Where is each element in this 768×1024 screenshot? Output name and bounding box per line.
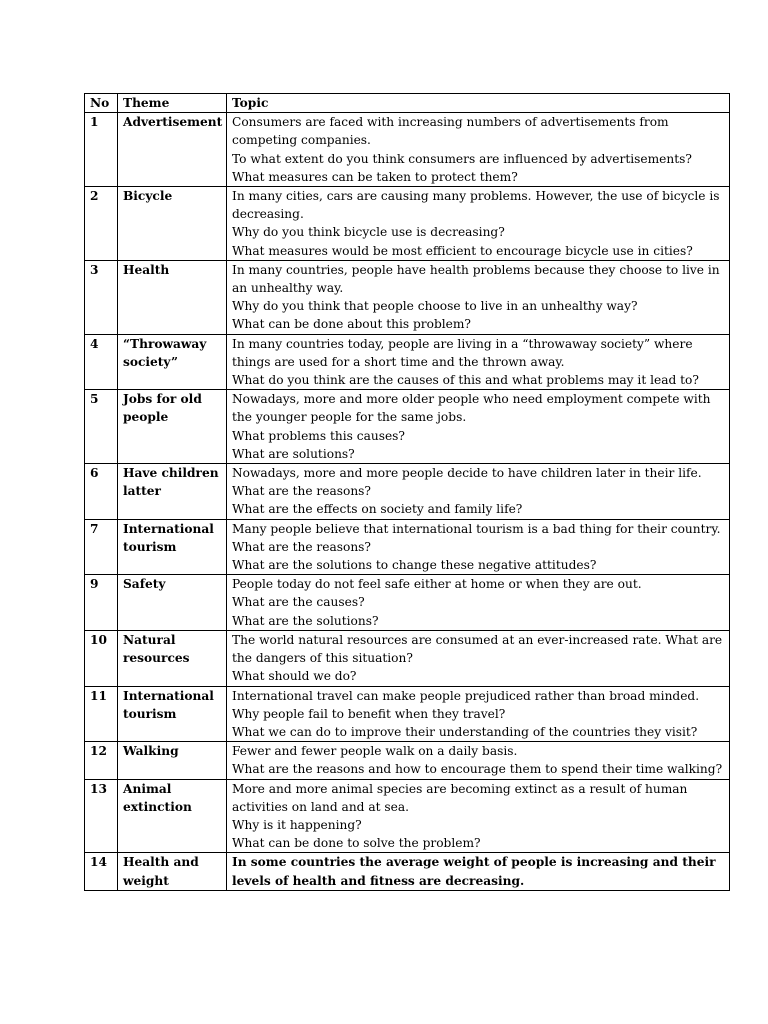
row-theme: Health	[118, 260, 227, 334]
row-theme: Advertisement	[118, 113, 227, 187]
row-theme: Jobs for old people	[118, 390, 227, 464]
topic-line: The world natural resources are consumed at an ever-increased rate. What are the dangers of this situation?	[232, 632, 723, 666]
table-body	[85, 113, 730, 891]
topic-line: Why people fail to benefit when they travel?	[232, 706, 506, 721]
topic-line: What are the effects on society and family life?	[232, 502, 523, 517]
row-topic	[227, 519, 730, 575]
topic-line: Many people believe that international tourism is a bad thing for their country.	[232, 521, 721, 536]
topic-line: In many cities, cars are causing many problems. However, the use of bicycle is decreasing.	[232, 189, 720, 222]
row-topic	[227, 686, 730, 742]
row-topic	[227, 334, 730, 390]
topic-line: What measures can be taken to protect them?	[232, 169, 518, 184]
topic-line: More and more animal species are becoming extinct as a result of human activities on land and at sea.	[232, 781, 688, 814]
topic-line: In many countries today, people are living in a “throwaway society” where things are used for a short time and the thrown away.	[232, 336, 693, 369]
row-number: 3	[85, 260, 118, 334]
topic-line: International travel can make people prejudiced rather than broad minded.	[232, 688, 700, 703]
topic-line: What do you think are the causes of this and what problems may it lead to?	[232, 373, 699, 388]
topic-line: Why is it happening?	[232, 817, 362, 832]
row-number: 10	[85, 630, 118, 686]
row-theme: Bicycle	[118, 187, 227, 261]
row-theme: Natural resources	[118, 630, 227, 686]
topic-line: In some countries the average weight of people is increasing and their levels of health and fitness are decreasing.	[232, 855, 716, 888]
header-no: No	[85, 94, 118, 113]
row-theme: International tourism	[118, 686, 227, 742]
row-topic	[227, 187, 730, 261]
topic-line: What are solutions?	[232, 446, 355, 461]
row-theme: International tourism	[118, 519, 227, 575]
table-row	[85, 113, 730, 187]
row-topic	[227, 390, 730, 464]
row-topic	[227, 113, 730, 187]
header-theme: Theme	[118, 94, 227, 113]
row-number: 13	[85, 779, 118, 853]
row-number: 14	[85, 853, 118, 890]
row-topic	[227, 779, 730, 853]
topic-line: What can be done about this problem?	[232, 317, 471, 332]
topic-line: What should we do?	[232, 669, 357, 684]
row-topic	[227, 260, 730, 334]
topic-line: What problems this causes?	[232, 428, 405, 443]
table-row	[85, 575, 730, 631]
topic-line: What can be done to solve the problem?	[232, 836, 481, 851]
table-row	[85, 260, 730, 334]
row-topic	[227, 575, 730, 631]
row-theme: Health and weight	[118, 853, 227, 890]
row-topic	[227, 630, 730, 686]
row-topic	[227, 742, 730, 779]
topic-line: What are the causes?	[232, 595, 365, 610]
row-theme: “Throwaway society”	[118, 334, 227, 390]
table-header-row	[85, 94, 730, 113]
row-theme: Safety	[118, 575, 227, 631]
row-number: 6	[85, 464, 118, 520]
topic-line: Nowadays, more and more older people who need employment compete with the younger people for the same jobs.	[232, 392, 711, 425]
topic-line: Why do you think that people choose to live in an unhealthy way?	[232, 299, 638, 314]
topic-line: What are the solutions to change these negative attitudes?	[232, 558, 597, 573]
row-theme: Walking	[118, 742, 227, 779]
row-number: 4	[85, 334, 118, 390]
table-row	[85, 464, 730, 520]
row-topic	[227, 464, 730, 520]
topic-line: In many countries, people have health problems because they choose to live in an unhealthy way.	[232, 262, 720, 296]
row-number: 5	[85, 390, 118, 464]
table-row	[85, 779, 730, 853]
table-row	[85, 686, 730, 742]
table-row	[85, 742, 730, 779]
row-number: 7	[85, 519, 118, 575]
row-topic	[227, 853, 730, 890]
table-row	[85, 519, 730, 575]
topic-line: To what extent do you think consumers are influenced by advertisements?	[232, 151, 692, 166]
table-row	[85, 390, 730, 464]
header-topic: Topic	[227, 94, 730, 113]
topics-table	[84, 93, 730, 891]
topic-line: What measures would be most efficient to encourage bicycle use in cities?	[232, 243, 693, 258]
topic-line: Consumers are faced with increasing numbers of advertisements from competing companies.	[232, 115, 669, 148]
table-row	[85, 853, 730, 890]
row-number: 1	[85, 113, 118, 187]
topic-line: Fewer and fewer people walk on a daily basis.	[232, 744, 518, 759]
topic-line: What are the reasons?	[232, 484, 371, 499]
row-theme: Have children latter	[118, 464, 227, 520]
topic-line: Nowadays, more and more people decide to have children later in their life.	[232, 466, 702, 481]
row-number: 11	[85, 686, 118, 742]
table-row	[85, 187, 730, 261]
topic-line: What are the reasons and how to encourage them to spend their time walking?	[232, 762, 723, 777]
table-row	[85, 630, 730, 686]
row-theme: Animal extinction	[118, 779, 227, 853]
row-number: 2	[85, 187, 118, 261]
row-number: 9	[85, 575, 118, 631]
topic-line: Why do you think bicycle use is decreasing?	[232, 225, 505, 240]
row-number: 12	[85, 742, 118, 779]
topic-line: What we can do to improve their understanding of the countries they visit?	[232, 724, 698, 739]
topic-line: People today do not feel safe either at home or when they are out.	[232, 577, 642, 592]
topic-line: What are the solutions?	[232, 613, 379, 628]
topic-line: What are the reasons?	[232, 539, 371, 554]
table-row	[85, 334, 730, 390]
